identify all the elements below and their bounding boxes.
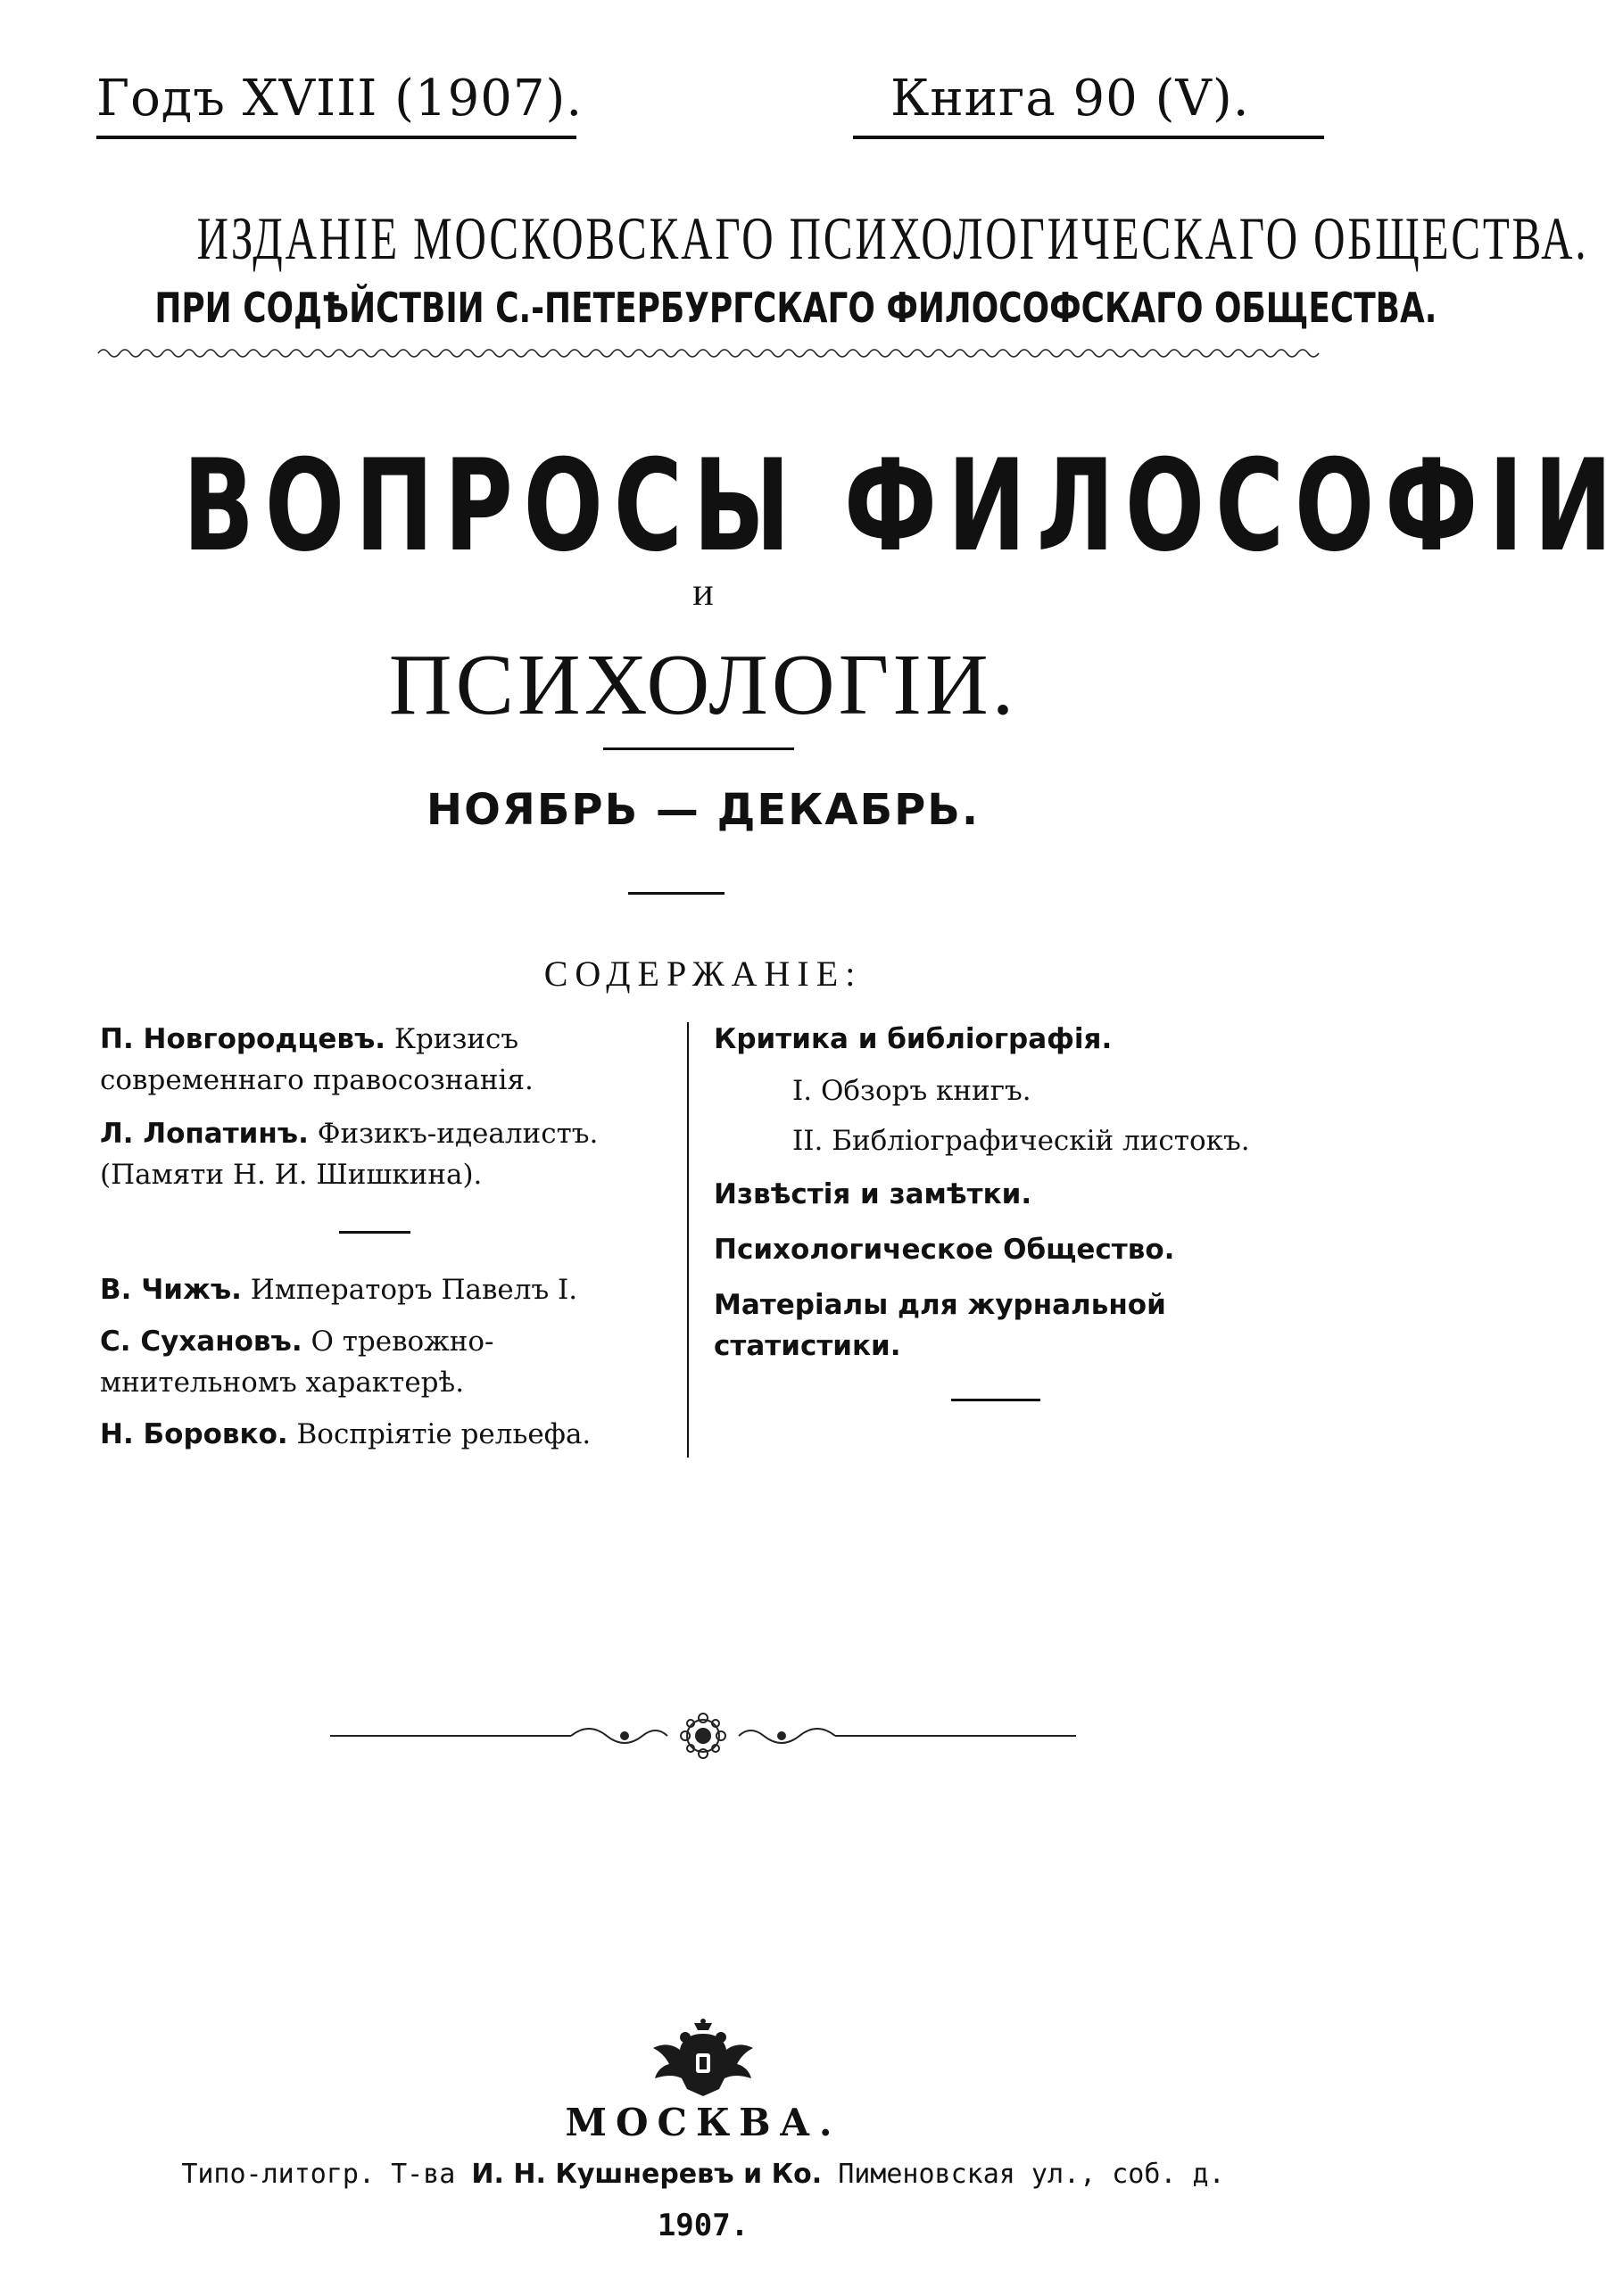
printer-address: Пименовская ул., соб. д. bbox=[838, 2159, 1225, 2190]
printer-line bbox=[0, 2159, 1406, 2190]
publication-city: МОСКВА. bbox=[565, 2101, 841, 2144]
contents-right-divider bbox=[951, 1399, 1040, 1401]
entry-title: Физикъ-идеалистъ. (Памяти Н. И. Шишкина). bbox=[100, 1118, 599, 1191]
contents-entry bbox=[100, 1269, 671, 1310]
contents-entry bbox=[100, 1019, 671, 1101]
entry-author: Н. Боровко. bbox=[100, 1418, 288, 1450]
publisher-line-1: ИЗДАНІЕ МОСКОВСКАГО ПСИХОЛОГИЧЕСКАГО ОБЩЕСТВА. bbox=[196, 204, 1589, 272]
printer-name: И. Н. Кушнеревъ и Ко. bbox=[471, 2159, 823, 2190]
printer-prefix: Типо-литогр. Т-ва bbox=[181, 2159, 456, 2190]
wavy-divider bbox=[98, 346, 1326, 360]
double-headed-eagle-icon bbox=[646, 2018, 760, 2098]
journal-title-line-1: ВОПРОСЫ ФИЛОСОФІИ bbox=[182, 433, 1623, 580]
entry-author: С. Сухановъ. bbox=[100, 1326, 302, 1358]
contents-column-separator bbox=[687, 1022, 689, 1458]
year-label: Годъ XVIII (1907). bbox=[96, 70, 584, 128]
contents-left-column bbox=[100, 1019, 671, 1455]
contents-right-column bbox=[714, 1019, 1321, 1401]
section-society: Психологическое Общество. bbox=[714, 1234, 1175, 1266]
issue-divider bbox=[628, 892, 725, 895]
header-underline-right bbox=[853, 136, 1324, 139]
contents-entry bbox=[100, 1414, 671, 1455]
entry-title: О тревожно-мнительномъ характерѣ. bbox=[100, 1326, 494, 1399]
contents-heading: СОДЕРЖАНІЕ: bbox=[543, 954, 863, 994]
ornament-divider bbox=[330, 1709, 1076, 1763]
entry-author: Л. Лопатинъ. bbox=[100, 1118, 309, 1150]
entry-title: Императоръ Павелъ I. bbox=[250, 1274, 578, 1306]
journal-title-line-2: ПСИХОЛОГІИ. bbox=[388, 637, 1018, 733]
entry-title: Кризисъ современнаго правосознанія. bbox=[100, 1023, 534, 1096]
issue-months: НОЯБРЬ — ДЕКАБРЬ. bbox=[426, 785, 981, 835]
entry-author: П. Новгородцевъ. bbox=[100, 1023, 386, 1055]
contents-entry bbox=[100, 1113, 671, 1195]
header-underline-left bbox=[96, 136, 576, 139]
subsection-bibliography: II. Библіографическій листокъ. bbox=[792, 1125, 1250, 1157]
entry-title: Воспріятіе рельефа. bbox=[296, 1418, 592, 1450]
section-statistics: Матеріалы для журнальной статистики. bbox=[714, 1289, 1166, 1362]
contents-left-divider bbox=[339, 1231, 410, 1234]
title-divider bbox=[603, 747, 794, 750]
rosette-icon bbox=[571, 1714, 835, 1758]
publication-year: 1907. bbox=[657, 2208, 749, 2243]
entry-author: В. Чижъ. bbox=[100, 1274, 242, 1306]
section-news: Извѣстія и замѣтки. bbox=[714, 1178, 1032, 1210]
book-label: Книга 90 (V). bbox=[890, 70, 1250, 128]
subsection-book-review: I. Обзоръ книгъ. bbox=[792, 1075, 1031, 1107]
contents-entry bbox=[100, 1321, 671, 1403]
section-critique: Критика и библіографія. bbox=[714, 1023, 1113, 1055]
publisher-line-2: ПРИ СОДѢЙСТВІИ С.-ПЕТЕРБУРГСКАГО ФИЛОСОФСКАГО ОБЩЕСТВА. bbox=[154, 284, 1437, 332]
journal-title-conjunction: и bbox=[692, 570, 714, 614]
